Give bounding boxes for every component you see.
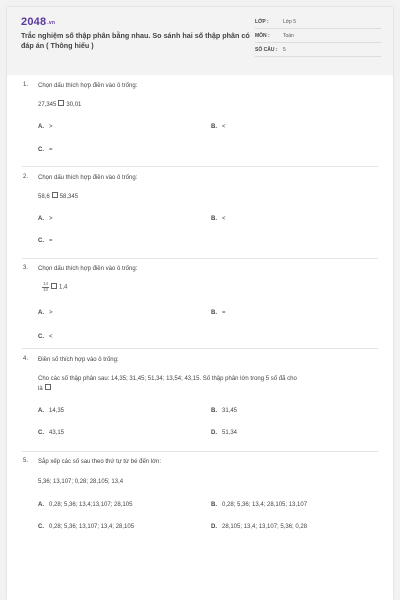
meta-key: MÔN : <box>255 33 270 39</box>
question-number: 4. <box>23 356 29 362</box>
question-divider <box>22 451 378 452</box>
option-label: A. <box>38 310 44 316</box>
option-d[interactable] <box>211 524 307 530</box>
worksheet-title: Trắc nghiệm số thập phân bằng nhau. So sánh hai số thập phân có đáp án ( Thông hiểu ) <box>21 31 250 50</box>
question-body-line: Cho các số thập phân sau: 14,35; 31,45; 51,34; 13,54; 43,15. Số thập phân lớn trong 5 số đã cho <box>38 376 297 382</box>
question-divider <box>22 166 378 167</box>
option-label: D. <box>211 430 217 436</box>
question-expression <box>38 100 373 110</box>
option-label: C. <box>38 430 44 436</box>
option-text: < <box>222 124 226 130</box>
question-number: 1. <box>23 82 29 88</box>
option-a[interactable] <box>38 216 53 222</box>
option-a[interactable] <box>38 124 53 130</box>
option-a[interactable] <box>38 502 132 508</box>
option-c[interactable] <box>38 524 134 530</box>
option-b[interactable] <box>211 124 226 130</box>
fraction-numerator: 14 <box>43 281 49 286</box>
expr-right: 1,4 <box>59 284 68 291</box>
option-text: 0,28; 5,36; 13,4; 28,105; 13,107 <box>222 502 308 508</box>
option-a[interactable] <box>38 310 53 316</box>
option-label: C. <box>38 524 44 530</box>
option-text: = <box>49 238 53 244</box>
option-label: D. <box>211 524 217 530</box>
meta-value: 5 <box>283 47 286 53</box>
question-prompt: Chọn dấu thích hợp điền vào ô trống: <box>38 83 138 89</box>
question-expression <box>42 282 377 293</box>
worksheet-header <box>7 7 393 75</box>
meta-key: SỐ CÂU : <box>255 47 278 53</box>
question-prompt: Điền số thích hợp vào ô trống: <box>38 357 119 363</box>
option-text: > <box>49 310 53 316</box>
question-body-line: 5,36; 13,107; 0,28; 28,105; 13,4 <box>38 479 124 485</box>
option-text: 51,34 <box>222 430 238 436</box>
option-label: B. <box>211 408 217 414</box>
option-text: = <box>49 147 53 153</box>
option-c[interactable] <box>38 147 53 153</box>
option-text: 31,45 <box>222 408 238 414</box>
option-b[interactable] <box>211 216 226 222</box>
meta-value: Toán <box>283 33 294 39</box>
question-prompt: Chọn dấu thích hợp điền vào ô trống: <box>38 266 138 272</box>
option-text: < <box>49 334 53 340</box>
option-text: 43,15 <box>49 430 65 436</box>
option-label: B. <box>211 502 217 508</box>
option-text: 0,28; 5,36; 13,4;13,107; 28,105 <box>49 502 133 508</box>
fraction <box>42 282 49 292</box>
option-label: B. <box>211 310 217 316</box>
option-c[interactable] <box>38 238 53 244</box>
meta-row-count <box>255 44 381 57</box>
option-d[interactable] <box>211 430 237 436</box>
meta-key: LỚP : <box>255 19 269 25</box>
logo-text: 2048 <box>21 16 47 28</box>
option-text: = <box>222 310 226 316</box>
option-text: 0,28; 5,36; 13,107; 13,4; 28,105 <box>49 524 135 530</box>
option-label: C. <box>38 238 44 244</box>
logo-tld: .vn <box>47 20 56 26</box>
answer-box[interactable] <box>58 100 64 106</box>
option-b[interactable] <box>211 502 307 508</box>
question-divider <box>22 258 378 259</box>
answer-box[interactable] <box>52 192 58 198</box>
option-text: 28,105; 13,4; 13,107; 5,36; 0,28 <box>222 524 308 530</box>
meta-row-subject <box>255 30 381 43</box>
site-logo[interactable] <box>21 16 55 28</box>
answer-box[interactable] <box>45 384 51 390</box>
question-number: 5. <box>23 458 29 464</box>
option-c[interactable] <box>38 334 53 340</box>
question-expression <box>38 192 373 202</box>
option-label: A. <box>38 502 44 508</box>
answer-box[interactable] <box>51 283 57 289</box>
meta-value: Lớp 5 <box>283 19 297 25</box>
meta-row-class <box>255 16 381 29</box>
option-label: A. <box>38 124 44 130</box>
question-number: 3. <box>23 265 29 271</box>
option-c[interactable] <box>38 430 64 436</box>
option-text: < <box>222 216 226 222</box>
question-prompt: Sắp xếp các số sau theo thứ tự từ bé đến lớn: <box>38 459 162 465</box>
option-text: 14,35 <box>49 408 65 414</box>
option-label: A. <box>38 408 44 414</box>
option-label: B. <box>211 216 217 222</box>
option-label: B. <box>211 124 217 130</box>
option-label: A. <box>38 216 44 222</box>
question-body-text: là <box>38 386 43 392</box>
question-number: 2. <box>23 174 29 180</box>
question-body-line <box>38 384 373 394</box>
expr-right: 30,01 <box>66 102 82 108</box>
expr-left: 27,345 <box>38 102 57 108</box>
option-text: > <box>49 124 53 130</box>
option-text: > <box>49 216 53 222</box>
option-b[interactable] <box>211 310 226 316</box>
fraction-denominator: 10 <box>43 286 49 292</box>
option-label: C. <box>38 147 44 153</box>
question-prompt: Chọn dấu thích hợp điền vào ô trống: <box>38 175 138 181</box>
option-a[interactable] <box>38 408 64 414</box>
question-divider <box>22 348 378 349</box>
option-b[interactable] <box>211 408 237 414</box>
expr-right: 58,345 <box>59 194 79 200</box>
option-label: C. <box>38 334 44 340</box>
worksheet-page <box>7 7 393 600</box>
expr-left: 58,6 <box>38 194 50 200</box>
